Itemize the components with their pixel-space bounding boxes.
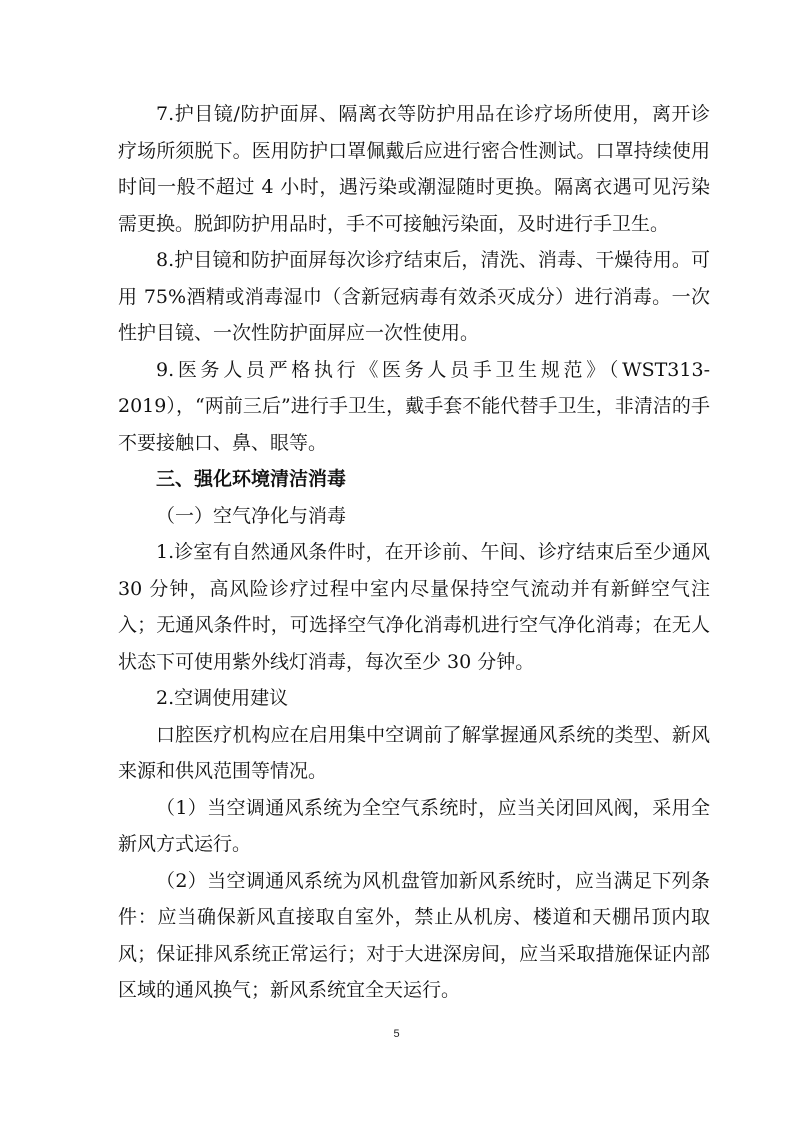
paragraph-ac-intro: 口腔医疗机构应在启用集中空调前了解掌握通风系统的类型、新风来源和供风范围等情况。 — [118, 723, 710, 782]
paragraph-ventilation: 1.诊室有自然通风条件时，在开诊前、午间、诊疗结束后至少通风 30 分钟，高风险诊疗过程中室内尽量保持空气流动并有新鲜空气注入；无通风条件时，可选择空气净化消毒机进行空气净化消毒；在无人状态下可使用紫外线灯消毒，每次至少 30 分钟。 — [118, 541, 710, 673]
paragraph-ac-item-2: （2）当空调通风系统为风机盘管加新风系统时，应当满足下列条件：应当确保新风直接取自室外，禁止从机房、楼道和天棚吊顶内取风；保证排风系统正常运行；对于大进深房间，应当采取措施保证内部区域的通风换气；新风系统宜全天运行。 — [118, 869, 710, 1001]
section-heading: 三、强化环境清洁消毒 — [156, 468, 347, 490]
page-number: 5 — [393, 1028, 400, 1040]
subsection-heading: （一）空气净化与消毒 — [156, 504, 347, 527]
paragraph-ac-title: 2.空调使用建议 — [156, 687, 289, 709]
document-body — [118, 96, 710, 1009]
paragraph-item-8: 8.护目镜和防护面屏每次诊疗结束后，清洗、消毒、干燥待用。可用 75%酒精或消毒湿巾（含新冠病毒有效杀灭成分）进行消毒。一次性护目镜、一次性防护面屏应一次性使用。 — [118, 249, 710, 344]
paragraph-item-7: 7.护目镜/防护面屏、隔离衣等防护用品在诊疗场所使用，离开诊疗场所须脱下。医用防护口罩佩戴后应进行密合性测试。口罩持续使用时间一般不超过 4 小时，遇污染或潮湿随时更换。隔离衣遇可见污染需更换。脱卸防护用品时，手不可接触污染面，及时进行手卫生。 — [118, 103, 710, 235]
paragraph-item-9: 9.医务人员严格执行《医务人员手卫生规范》（WST313-2019），“两前三后”进行手卫生，戴手套不能代替手卫生，非清洁的手不要接触口、鼻、眼等。 — [118, 358, 710, 454]
paragraph-ac-item-1: （1）当空调通风系统为全空气系统时，应当关闭回风阀，采用全新风方式运行。 — [118, 796, 710, 855]
